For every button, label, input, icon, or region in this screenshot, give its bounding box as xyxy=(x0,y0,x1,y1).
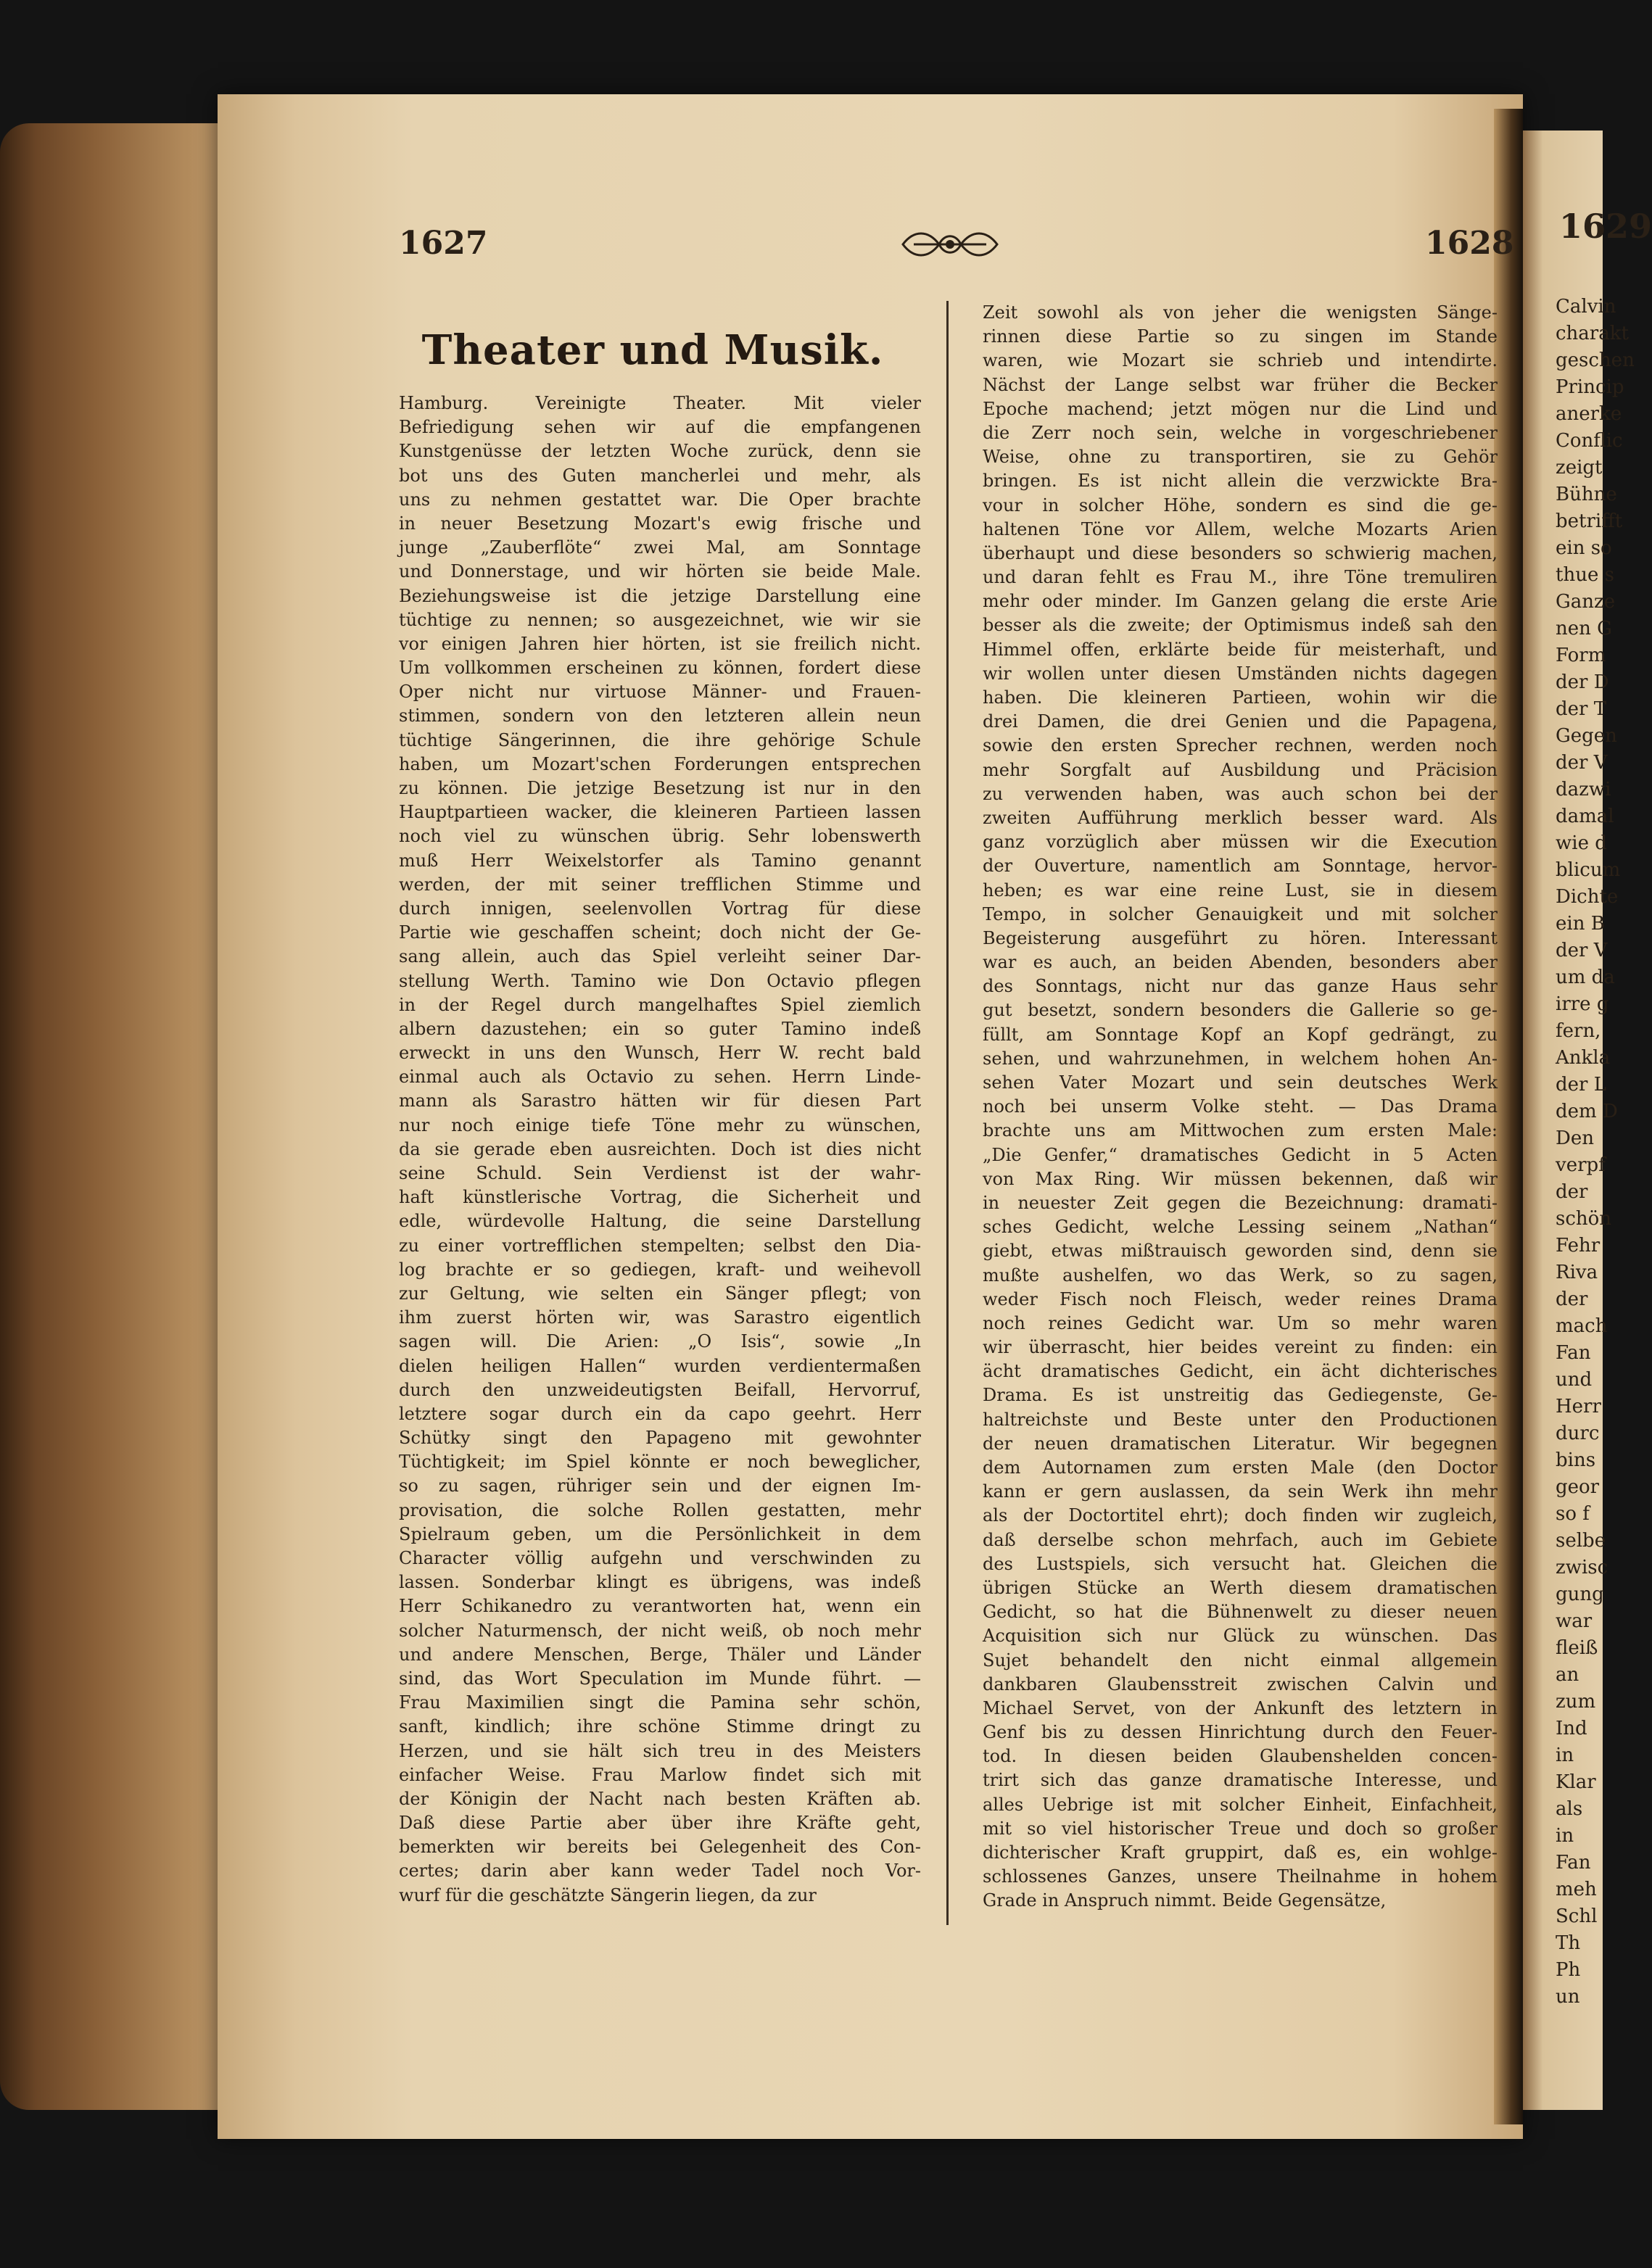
next-page-fragment: der L xyxy=(1556,1074,1606,1096)
next-page-fragment: Th xyxy=(1556,1932,1581,1954)
next-page-fragment: geor xyxy=(1556,1476,1600,1498)
text-line: ihm zuerst hörten wir, was Sarastro eigentlich xyxy=(399,1307,921,1328)
text-line: einfacher Weise. Frau Marlow findet sich mit xyxy=(399,1764,921,1785)
next-page-edge xyxy=(1523,131,1652,2110)
text-line: der neuen dramatischen Literatur. Wir begegnen xyxy=(983,1433,1498,1454)
text-line: Herzen, und sie hält sich treu in des Meisters xyxy=(399,1740,921,1761)
text-line: solcher Naturmensch, der nicht weiß, ob noch mehr xyxy=(399,1620,921,1641)
next-page-fragment: Calvin xyxy=(1556,296,1616,318)
text-line: Himmel offen, erklärte beide für meisterhaft, und xyxy=(983,639,1498,660)
text-line: sowie den ersten Sprecher rechnen, werden noch xyxy=(983,735,1498,756)
text-line: muß Herr Weixelstorfer als Tamino genannt xyxy=(399,850,921,871)
text-line: sehen Vater Mozart und sein deutsches Werk xyxy=(983,1072,1498,1093)
text-line: nur noch einige tiefe Töne mehr zu wünschen, xyxy=(399,1114,921,1135)
next-page-fragment: durc xyxy=(1556,1423,1600,1444)
next-page-fragment: thue s xyxy=(1556,564,1614,586)
text-line: und andere Menschen, Berge, Thäler und Länder xyxy=(399,1644,921,1665)
next-page-fragment: Ganze xyxy=(1556,591,1616,613)
text-line: junge „Zauberflöte“ zwei Mal, am Sonntage xyxy=(399,537,921,558)
section-heading: Theater und Musik. xyxy=(421,326,884,374)
next-page-fragment: der T xyxy=(1556,698,1607,720)
text-line: Sujet behandelt den nicht einmal allgemein xyxy=(983,1650,1498,1671)
text-line: noch viel zu wünschen übrig. Sehr lobenswerth xyxy=(399,826,921,847)
next-page-fragment: an xyxy=(1556,1664,1579,1686)
text-line: log brachte er so gediegen, kraft- und weihevoll xyxy=(399,1259,921,1280)
next-page-fragment: Ankla xyxy=(1556,1047,1611,1069)
next-page-fragment: Ind xyxy=(1556,1718,1587,1739)
text-line: mehr oder minder. Im Ganzen gelang die erste Arie xyxy=(983,591,1498,612)
text-line: Befriedigung sehen wir auf die empfangenen xyxy=(399,417,921,438)
text-line: bringen. Es ist nicht allein die verzwickte Bra- xyxy=(983,471,1498,492)
text-line: ächt dramatisches Gedicht, ein ächt dichterisches xyxy=(983,1361,1498,1382)
page-number-left: 1627 xyxy=(399,225,488,262)
text-line: der Königin der Nacht nach besten Kräften ab. xyxy=(399,1788,921,1809)
text-line: mußte aushelfen, wo das Werk, so zu sagen, xyxy=(983,1265,1498,1286)
text-line: des Sonntags, nicht nur das ganze Haus sehr xyxy=(983,976,1498,997)
text-line: schlossenes Ganzes, unsere Theilnahme in hohem xyxy=(983,1866,1498,1887)
book-gutter xyxy=(1494,109,1523,2124)
text-line: Hamburg. Vereinigte Theater. Mit vieler xyxy=(399,393,921,413)
text-line: heben; es war eine reine Lust, sie in diesem xyxy=(983,880,1498,901)
text-line: uns zu nehmen gestattet war. Die Oper brachte xyxy=(399,489,921,510)
text-line: dankbaren Glaubensstreit zwischen Calvin und xyxy=(983,1673,1498,1694)
text-line: haben. Die kleineren Partieen, wohin wir die xyxy=(983,687,1498,708)
next-page-fragment: zeigt xyxy=(1556,457,1603,479)
text-line: weder Fisch noch Fleisch, weder reines Drama xyxy=(983,1288,1498,1309)
text-line: wir überrascht, hier beides vereint zu finden: ein xyxy=(983,1337,1498,1358)
next-page-fragment: ein so xyxy=(1556,537,1612,559)
text-line: in neuer Besetzung Mozart's ewig frische und xyxy=(399,513,921,534)
text-line: bot uns des Guten mancherlei und mehr, als xyxy=(399,465,921,486)
text-line: lassen. Sonderbar klingt es übrigens, was indeß xyxy=(399,1572,921,1593)
next-page-fragment: Conflic xyxy=(1556,430,1623,452)
text-line: wurf für die geschätzte Sängerin liegen, da zur xyxy=(399,1884,817,1905)
text-line: zu verwenden haben, was auch schon bei der xyxy=(983,783,1498,804)
next-page-text xyxy=(1556,294,1635,2011)
next-page-fragment: fleiß xyxy=(1556,1637,1598,1659)
text-line: Michael Servet, von der Ankunft des letztern in xyxy=(983,1697,1498,1718)
next-page-fragment: zum xyxy=(1556,1691,1596,1713)
text-line: Gedicht, so hat die Bühnenwelt zu dieser neuen xyxy=(983,1602,1498,1623)
text-line: stellung Werth. Tamino wie Don Octavio pflegen xyxy=(399,970,921,991)
text-line: da sie gerade eben ausreichten. Doch ist dies nicht xyxy=(399,1138,921,1159)
next-page-fragment: blicum xyxy=(1556,859,1621,881)
text-line: durch innigen, seelenvollen Vortrag für diese xyxy=(399,898,921,919)
left-column-text xyxy=(399,392,921,1908)
next-page-fragment: war xyxy=(1556,1610,1593,1632)
next-page-fragment: der D xyxy=(1556,671,1609,693)
text-line: zu einer vortrefflichen stempelten; selbst den Dia- xyxy=(399,1235,921,1256)
text-line: Character völlig aufgehn und verschwinden zu xyxy=(399,1548,921,1568)
next-page-fragment: Riva xyxy=(1556,1262,1598,1283)
text-line: seine Schuld. Sein Verdienst ist der wahr- xyxy=(399,1163,921,1183)
page-block-edge xyxy=(0,123,239,2110)
next-page-fragment: in xyxy=(1556,1825,1574,1847)
text-line: Zeit sowohl als von jeher die wenigsten Sänge- xyxy=(983,302,1498,323)
text-line: kann er gern auslassen, da sein Werk ihn mehr xyxy=(983,1481,1498,1502)
text-line: besser als die zweite; der Optimismus indeß sah den xyxy=(983,615,1498,636)
next-page-fragment: der xyxy=(1556,1181,1588,1203)
text-line: Kunstgenüsse der letzten Woche zurück, denn sie xyxy=(399,441,921,462)
right-column-text xyxy=(983,301,1498,1913)
next-page-fragment: verpf xyxy=(1556,1154,1606,1176)
text-line: und daran fehlt es Frau M., ihre Töne tremuliren xyxy=(983,567,1498,588)
next-page-fragment: Klar xyxy=(1556,1771,1596,1793)
text-line: erweckt in uns den Wunsch, Herr W. recht bald xyxy=(399,1043,921,1064)
text-line: Grade in Anspruch nimmt. Beide Gegensätze, xyxy=(983,1890,1387,1911)
text-line: von Max Ring. Wir müssen bekennen, daß wir xyxy=(983,1168,1498,1189)
text-line: Beziehungsweise ist die jetzige Darstellung eine xyxy=(399,585,921,606)
next-page-fragment: dem D xyxy=(1556,1101,1618,1122)
next-page-fragment: selbe xyxy=(1556,1530,1606,1552)
next-page-fragment: un xyxy=(1556,1986,1580,2008)
text-line: sind, das Wort Speculation im Munde führt. — xyxy=(399,1668,921,1689)
next-page-fragment: fern, xyxy=(1556,1020,1601,1042)
text-line: bemerkten wir bereits bei Gelegenheit des Con- xyxy=(399,1837,921,1858)
text-line: mann als Sarastro hätten wir für diesen Part xyxy=(399,1090,921,1112)
text-line: dem Autornamen zum ersten Male (den Doctor xyxy=(983,1457,1498,1478)
text-line: Begeisterung ausgeführt zu hören. Interessant xyxy=(983,927,1498,948)
text-line: albern dazustehen; ein so guter Tamino indeß xyxy=(399,1018,921,1039)
text-line: sagen will. Die Arien: „O Isis“, sowie „In xyxy=(399,1331,921,1352)
text-line: haltenen Töne vor Allem, welche Mozarts Arien xyxy=(983,518,1498,539)
next-page-fragment: Herr xyxy=(1556,1396,1601,1418)
text-line: stimmen, sondern von den letzteren allein neun xyxy=(399,705,921,727)
next-page-fragment: meh xyxy=(1556,1879,1597,1900)
text-line: der Ouverture, namentlich am Sonntage, hervor- xyxy=(983,856,1498,877)
next-page-fragment: gung xyxy=(1556,1584,1604,1605)
text-line: gut besetzt, sondern besonders die Gallerie so ge- xyxy=(983,1000,1498,1021)
text-line: Oper nicht nur virtuose Männer- und Frauen- xyxy=(399,682,921,703)
next-page-fragment: Fan xyxy=(1556,1342,1591,1364)
next-page-fragment: um da xyxy=(1556,967,1615,988)
text-line: daß derselbe schon mehrfach, auch im Gebiete xyxy=(983,1529,1498,1550)
text-line: Tempo, in solcher Genauigkeit und mit solcher xyxy=(983,903,1498,924)
next-page-fragment: dazwi xyxy=(1556,779,1611,800)
next-page-fragment: der xyxy=(1556,1288,1588,1310)
next-page-fragment: als xyxy=(1556,1798,1583,1820)
text-line: Spielraum geben, um die Persönlichkeit in dem xyxy=(399,1523,921,1544)
text-line: durch den unzweideutigsten Beifall, Hervorruf, xyxy=(399,1379,921,1400)
text-line: Genf bis zu dessen Hinrichtung durch den Feuer- xyxy=(983,1722,1498,1743)
next-page-fragment: der V xyxy=(1556,940,1608,961)
next-page-fragment: Gegen xyxy=(1556,725,1617,747)
text-line: des Lustspiels, sich versucht hat. Gleichen die xyxy=(983,1553,1498,1574)
ornament-icon xyxy=(899,226,1001,262)
text-line: Weise, ohne zu transportiren, sie zu Gehör xyxy=(983,447,1498,468)
text-line: brachte uns am Mittwochen zum ersten Male: xyxy=(983,1120,1498,1141)
next-page-fragment: Princip xyxy=(1556,376,1624,398)
text-line: Acquisition sich nur Glück zu wünschen. Das xyxy=(983,1626,1498,1647)
text-line: Schütky singt den Papageno mit gewohnter xyxy=(399,1428,921,1449)
next-page-fragment: damal xyxy=(1556,806,1614,827)
text-line: haben, um Mozart'schen Forderungen entsprechen xyxy=(399,753,921,774)
text-line: die Zerr noch sein, welche in vorgeschriebener xyxy=(983,422,1498,443)
text-line: so zu sagen, rühriger sein und der eignen Im- xyxy=(399,1476,921,1497)
text-line: mehr Sorgfalt auf Ausbildung und Präcision xyxy=(983,759,1498,780)
next-page-fragment: in xyxy=(1556,1745,1574,1766)
next-page-fragment: der V xyxy=(1556,752,1608,774)
text-line: trirt sich das ganze dramatische Interesse, und xyxy=(983,1770,1498,1791)
text-line: Um vollkommen erscheinen zu können, fordert diese xyxy=(399,658,921,679)
page-number-right: 1628 xyxy=(1425,225,1514,262)
next-page-fragment: Bühne xyxy=(1556,484,1617,505)
next-page-fragment: anerke xyxy=(1556,403,1622,425)
text-line: und Donnerstage, und wir hörten sie beide Male. xyxy=(399,561,921,582)
next-page-fragment: Fehr xyxy=(1556,1235,1601,1257)
text-line: zur Geltung, wie selten ein Sänger pflegt; von xyxy=(399,1283,921,1304)
next-page-fragment: nen G xyxy=(1556,618,1612,640)
next-page-fragment: wie d xyxy=(1556,832,1607,854)
text-line: tüchtige zu nennen; so ausgezeichnet, wie wir sie xyxy=(399,609,921,630)
text-line: noch reines Gedicht war. Um so mehr waren xyxy=(983,1312,1498,1333)
text-line: übrigen Stücke an Werth diesem dramatischen xyxy=(983,1577,1498,1598)
text-line: letztere sogar durch ein da capo geehrt. Herr xyxy=(399,1403,921,1424)
text-line: werden, der mit seiner trefflichen Stimme und xyxy=(399,874,921,895)
next-page-fragment: Ph xyxy=(1556,1959,1581,1981)
next-page-fragment: so f xyxy=(1556,1503,1590,1525)
next-page-fragment: mach xyxy=(1556,1315,1608,1337)
next-page-fragment: charakt xyxy=(1556,323,1629,344)
text-line: war es auch, an beiden Abenden, besonders aber xyxy=(983,952,1498,973)
next-page-fragment: und xyxy=(1556,1369,1593,1391)
text-line: drei Damen, die drei Genien und die Papagena, xyxy=(983,711,1498,732)
column-divider xyxy=(946,301,949,1925)
text-line: Hauptpartieen wacker, die kleineren Partieen lassen xyxy=(399,802,921,823)
next-page-fragment: schön xyxy=(1556,1208,1612,1230)
text-line: dielen heiligen Hallen“ wurden verdientermaßen xyxy=(399,1355,921,1376)
next-page-fragment: Den xyxy=(1556,1127,1594,1149)
text-line: vor einigen Jahren hier hörten, ist sie freilich nicht. xyxy=(399,633,921,654)
text-line: sanft, kindlich; ihre schöne Stimme dringt zu xyxy=(399,1716,921,1737)
text-line: Frau Maximilien singt die Pamina sehr schön, xyxy=(399,1692,921,1713)
text-line: haltreichste und Beste unter den Productionen xyxy=(983,1409,1498,1430)
text-line: edle, würdevolle Haltung, die seine Darstellung xyxy=(399,1211,921,1232)
next-page-fragment: Fan xyxy=(1556,1852,1591,1874)
text-line: als der Doctortitel ehrt); doch finden wir zugleich, xyxy=(983,1505,1498,1526)
text-line: zweiten Aufführung merklich besser ward. Als xyxy=(983,807,1498,828)
text-line: sches Gedicht, welche Lessing seinem „Nathan“ xyxy=(983,1217,1498,1238)
text-line: alles Uebrige ist mit solcher Einheit, Einfachheit, xyxy=(983,1794,1498,1815)
text-line: Nächst der Lange selbst war früher die Becker xyxy=(983,374,1498,395)
text-line: Daß diese Partie aber über ihre Kräfte geht, xyxy=(399,1813,921,1834)
next-page-fragment: geschen xyxy=(1556,349,1635,371)
text-line: in der Regel durch mangelhaftes Spiel ziemlich xyxy=(399,994,921,1015)
next-page-fragment: Form xyxy=(1556,645,1606,666)
text-line: giebt, etwas mißtrauisch geworden sind, denn sie xyxy=(983,1241,1498,1262)
next-page-fragment: Schl xyxy=(1556,1905,1598,1927)
text-line: füllt, am Sonntage Kopf an Kopf gedrängt, zu xyxy=(983,1024,1498,1045)
text-line: tüchtige Sängerinnen, die ihre gehörige Schule xyxy=(399,729,921,750)
next-page-fragment: irre g xyxy=(1556,993,1609,1015)
text-line: Partie wie geschaffen scheint; doch nicht der Ge- xyxy=(399,922,921,943)
text-line: Epoche machend; jetzt mögen nur die Lind und xyxy=(983,398,1498,419)
next-page-fragment: zwisc xyxy=(1556,1557,1608,1578)
text-line: sehen, und wahrzunehmen, in welchem hohen An- xyxy=(983,1048,1498,1069)
next-page-fragment: bins xyxy=(1556,1449,1596,1471)
next-page-fragment: ein B xyxy=(1556,913,1605,935)
text-line: dichterischer Kraft gruppirt, daß es, ein wohlge- xyxy=(983,1842,1498,1863)
text-line: certes; darin aber kann weder Tadel noch Vor- xyxy=(399,1861,921,1882)
text-line: „Die Genfer,“ dramatisches Gedicht in 5 Acten xyxy=(983,1144,1498,1165)
text-line: waren, wie Mozart sie schrieb und intendirte. xyxy=(983,350,1498,371)
text-line: zu können. Die jetzige Besetzung ist nur in den xyxy=(399,778,921,798)
text-line: Herr Schikanedro zu verantworten hat, wenn ein xyxy=(399,1596,921,1617)
text-line: provisation, die solche Rollen gestatten, mehr xyxy=(399,1499,921,1520)
text-line: wir wollen unter diesen Umständen nichts dagegen xyxy=(983,663,1498,684)
text-line: haft künstlerische Vortrag, die Sicherheit und xyxy=(399,1187,921,1208)
text-line: einmal auch als Octavio zu sehen. Herrn Linde- xyxy=(399,1067,921,1088)
next-page-number: 1629 xyxy=(1559,207,1652,246)
text-line: ganz vorzüglich aber müssen wir die Execution xyxy=(983,832,1498,853)
text-line: mit so viel historischer Treue und doch so großer xyxy=(983,1818,1498,1839)
text-line: sang allein, auch das Spiel verleiht seiner Dar- xyxy=(399,946,921,967)
text-line: rinnen diese Partie so zu singen im Stande xyxy=(983,326,1498,347)
text-line: Tüchtigkeit; im Spiel könnte er noch beweglicher, xyxy=(399,1452,921,1473)
next-page-fragment: Dichte xyxy=(1556,886,1619,908)
text-line: vour in solcher Höhe, sondern es sind die ge- xyxy=(983,494,1498,516)
text-line: Drama. Es ist unstreitig das Gediegenste, Ge- xyxy=(983,1385,1498,1406)
text-line: tod. In diesen beiden Glaubenshelden concen- xyxy=(983,1746,1498,1767)
next-page-fragment: betrifft xyxy=(1556,510,1623,532)
text-line: überhaupt und diese besonders so schwierig machen, xyxy=(983,542,1498,563)
text-line: in neuester Zeit gegen die Bezeichnung: dramati- xyxy=(983,1192,1498,1213)
text-line: noch bei unserm Volke steht. — Das Drama xyxy=(983,1096,1498,1117)
